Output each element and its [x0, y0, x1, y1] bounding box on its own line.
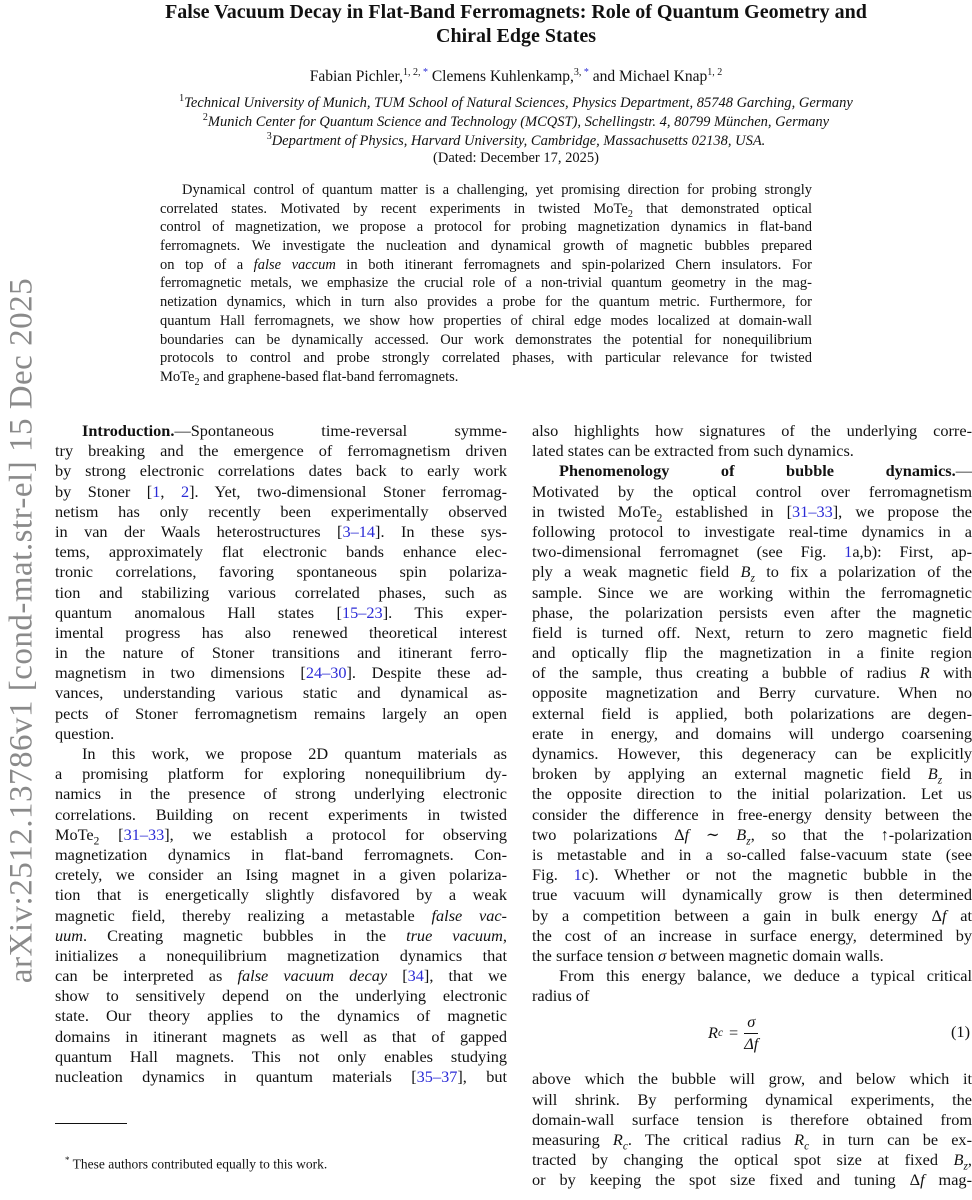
text-line: Phenomenology of bubble dynamics.—: [559, 461, 972, 481]
text-line: quantum Hall magnets. This not only enables studying: [55, 1046, 507, 1066]
text-line: correlations. Building on recent experiments in twisted: [55, 804, 507, 824]
affiliation-text: Department of Physics, Harvard University, Cambridge, Massachusetts 02138, USA.: [271, 132, 766, 149]
text-line: true vacuum will dynamically grow is then determined: [532, 885, 972, 905]
text-line: measuring $R_c$. The critical radius $R_c$ in turn can be ex-: [532, 1130, 972, 1151]
text-line: initializes a nonequilibrium magnetization dynamics that: [55, 945, 507, 965]
affiliation-text: Munich Center for Quantum Science and Technology (MCQST), Schellingstr. 4, 80799 München, Germany: [207, 113, 830, 130]
text-line: show to sensitively depend on the underlying electronic: [55, 986, 507, 1006]
text-line: or by keeping the spot size fixed and tuning Δf mag-: [532, 1170, 972, 1190]
affiliation-3: [60, 131, 972, 150]
text-line: boundaries can be dynamically accessed. Our work demonstrates the potential for nonequilibrium: [160, 331, 812, 348]
text-line: correlated states. Motivated by recent experiments in twisted MoTe$_2$ that demonstrated optical: [160, 200, 812, 219]
affiliation-1: [60, 93, 972, 112]
footnote-rule: [55, 1123, 127, 1124]
figure-link[interactable]: 1: [844, 542, 853, 562]
text-line: Motivated by the optical control over ferromagnetism: [532, 481, 972, 501]
citation-link[interactable]: 2: [180, 481, 190, 501]
author-affiliation: 3,: [573, 67, 584, 78]
footnote: [65, 1155, 327, 1173]
text-line: MoTe$_2$ and graphene-based flat-band ferromagnets.: [160, 368, 459, 387]
text-line: in van der Waals heterostructures [3–14]. In these sys-: [55, 521, 507, 541]
text-line: Introduction.—Spontaneous time-reversal symme-: [82, 421, 507, 440]
affiliation-number: 1: [179, 93, 185, 104]
text-line: In this work, we propose 2D quantum materials as: [82, 744, 507, 763]
paragraph: [55, 744, 507, 1087]
text-line: two-dimensional ferromagnet (see Fig. 1a,b): First, ap-: [532, 542, 972, 562]
equation-1: [532, 1006, 972, 1069]
left-column: [55, 421, 507, 1087]
citation-link[interactable]: 31–33: [123, 824, 165, 844]
affiliation-number: 2: [202, 112, 208, 123]
text-line: above which the bubble will grow, and below which it: [532, 1069, 972, 1089]
arxiv-stamp: arXiv:2512.13786v1 [cond-mat.str-el] 15 Dec 2025: [3, 277, 40, 984]
text-line: consider the difference in free-energy density between the: [532, 804, 972, 824]
text-line: cretely, we consider an Ising magnet in a given polariza-: [55, 865, 507, 885]
author-affiliation: 1, 2: [707, 67, 723, 78]
text-line: in the nature of Stoner transitions and itinerant ferro-: [55, 643, 507, 663]
text-line: magnetism in two dimensions [24–30]. Despite these ad-: [55, 663, 507, 683]
footnote-link[interactable]: *: [583, 67, 589, 78]
text-line: tronic correlations, favoring spontaneous spin polariza-: [55, 562, 507, 582]
citation-link[interactable]: 24–30: [305, 663, 347, 683]
title-line-1: False Vacuum Decay in Flat-Band Ferromagnets: Role of Quantum Geometry and: [165, 1, 867, 23]
citation-link[interactable]: 31–33: [792, 501, 833, 521]
text-line: a promising platform for exploring nonequilibrium dy-: [55, 764, 507, 784]
text-line: tion that is energetically slightly disfavored by a weak: [55, 885, 507, 905]
text-line: ferromagnetic metals, we emphasize the crucial role of a non-trivial quantum geometry in the mag-: [160, 275, 812, 292]
text-line: sample. Since we are working within the ferromagnetic: [532, 582, 972, 602]
abstract: [160, 181, 812, 387]
text-line: by a competition between a gain in bulk energy Δf at: [532, 905, 972, 925]
text-line: radius of: [532, 986, 590, 1006]
text-line: try breaking and the emergence of ferromagnetism driven: [55, 441, 507, 461]
text-line: question.: [55, 723, 115, 743]
affiliation-2: [60, 112, 972, 131]
affiliation-number: 3: [266, 131, 272, 142]
text-line: by Stoner [1, 2]. Yet, two-dimensional Stoner ferromag-: [55, 481, 507, 501]
text-line: in twisted MoTe$_2$ established in [31–33], we propose the: [532, 501, 972, 522]
author-affiliation: 1, 2,: [402, 67, 423, 78]
text-line: also highlights how signatures of the underlying corre-: [532, 421, 972, 440]
equals-sign: =: [729, 1023, 739, 1043]
text-line: From this energy balance, we deduce a typical critical: [559, 966, 972, 986]
text-line: vances, understanding various static and dynamical as-: [55, 683, 507, 703]
text-line: pects of Stoner ferromagnetism remains largely an open: [55, 703, 507, 723]
text-line: namics in the presence of strong underlying electronic: [55, 784, 507, 804]
text-line: magnetization dynamics in flat-band ferromagnets. Con-: [55, 844, 507, 864]
text-line: netization dynamics, which in turn also provides a probe for the quantum metric. Furthermore, for: [160, 294, 812, 311]
text-line: ferromagnets. We investigate the nucleation and dynamical growth of magnetic bubbles prepared: [160, 238, 812, 255]
equation-body: R c = $\frac{\sigma}{\Delta f}$: [708, 1012, 759, 1053]
text-line: following protocol to investigate real-time dynamics in a: [532, 521, 972, 541]
text-line: protocols to control and probe strongly correlated phases, with particular relevance for twisted: [160, 350, 812, 367]
text-line: by strong electronic correlations dates back to early work: [55, 461, 507, 481]
text-line: the opposite direction to the initial polarization. Let us: [532, 784, 972, 804]
equation-number: (1): [951, 1022, 970, 1042]
paragraph: [532, 421, 972, 461]
paper-title: [60, 0, 972, 48]
text-line: dynamics. However, this degeneracy can be explicitly: [532, 744, 972, 763]
text-line: can be interpreted as false vacuum decay [34], that we: [55, 966, 507, 986]
text-line: imental progress has also renewed theoretical interest: [55, 622, 507, 642]
figure-link[interactable]: 1: [573, 865, 582, 885]
citation-link[interactable]: 1: [152, 481, 161, 501]
text-line: external field is applied, both polarizations are degen-: [532, 703, 972, 723]
date-line: (Dated: December 17, 2025): [433, 150, 599, 166]
footnote-mark: *: [65, 1155, 70, 1165]
text-line: ply a weak magnetic field $B_z$ to fix a polarization of the: [532, 562, 972, 583]
paragraph: [532, 966, 972, 1006]
text-line: netism has only recently been experimentally observed: [55, 501, 507, 521]
text-line: Fig. 1c). Whether or not the magnetic bubble in the: [532, 865, 972, 885]
text-line: field is turned off. Next, return to zero magnetic field: [532, 622, 972, 642]
citation-link[interactable]: 35–37: [416, 1067, 458, 1086]
author-name: Clemens Kuhlenkamp,: [431, 68, 574, 86]
text-line: is metastable and in a so-called false-vacuum state (see: [532, 844, 972, 864]
text-line: quantum Hall ferromagnets, we show how properties of chiral edge modes localized at domain-wall: [160, 312, 812, 329]
paragraph: [532, 1069, 972, 1190]
text-line: MoTe$_2$ [31–33], we establish a protocol for observing: [55, 824, 507, 845]
text-line: tion and stabilizing various correlated phases, such as: [55, 582, 507, 602]
numerator: σ: [744, 1012, 758, 1033]
text-line: quantum anomalous Hall states [15–23]. This exper-: [55, 602, 507, 622]
title-line-2: Chiral Edge States: [436, 25, 596, 47]
text-line: magnetic field, thereby realizing a metastable false vac-: [55, 905, 507, 925]
text-line: tems, approximately flat electronic bands enhance elec-: [55, 542, 507, 562]
text-line: Dynamical control of quantum matter is a challenging, yet promising direction for probing strongly: [182, 182, 812, 198]
text-line: two polarizations Δf ∼ $B_z$, so that the ↑-polarization: [532, 824, 972, 845]
text-line: tracted by changing the optical spot size at fixed $B_z$,: [532, 1150, 972, 1171]
footnote-link[interactable]: *: [422, 67, 428, 78]
text-line: phase, the polarization persists even after the magnetic: [532, 602, 972, 622]
paragraph: [532, 461, 972, 966]
text-line: of the sample, thus creating a bubble of radius R with: [532, 663, 972, 683]
text-line: and optically flip the magnetization in a finite region: [532, 643, 972, 663]
text-line: domains in itinerant magnets as well as that of gapped: [55, 1026, 507, 1046]
text-line: the surface tension σ between magnetic domain walls.: [532, 945, 884, 965]
text-line: opposite magnetization and Berry curvature. When no: [532, 683, 972, 703]
text-line: on top of a false vaccum in both itinerant ferromagnets and spin-polarized Chern insulators. For: [160, 256, 812, 273]
text-line: control of magnetization, we propose a protocol for probing magnetization dynamics in flat-band: [160, 219, 812, 236]
citation-link[interactable]: 34: [407, 966, 424, 986]
denominator: Δf: [744, 1033, 759, 1053]
text-line: domain-wall surface tension is therefore obtained from: [532, 1109, 972, 1129]
text-line: broken by applying an external magnetic field $B_z$ in: [532, 764, 972, 785]
paragraph: [55, 421, 507, 744]
equation-lhs: R: [708, 1023, 718, 1043]
text-line: will shrink. By performing dynamical experiments, the: [532, 1089, 972, 1109]
fraction: [744, 1012, 758, 1053]
citation-link[interactable]: 15–23: [341, 602, 383, 622]
author-name: and Michael Knap: [592, 68, 708, 86]
text-line: erate in energy, and domains will undergo coarsening: [532, 723, 972, 743]
text-line: uum. Creating magnetic bubbles in the true vacuum,: [55, 925, 507, 945]
text-line: lated states can be extracted from such dynamics.: [532, 441, 854, 461]
author-name: Fabian Pichler,: [309, 68, 403, 86]
citation-link[interactable]: 3–14: [342, 521, 376, 541]
right-column: [532, 421, 972, 1191]
text-line: nucleation dynamics in quantum materials [35–37], but: [55, 1067, 507, 1086]
footnote-text: These authors contributed equally to this work.: [69, 1156, 328, 1172]
text-line: state. Our theory applies to the dynamics of magnetic: [55, 1006, 507, 1026]
author-list: [60, 67, 972, 86]
affiliation-text: Technical University of Munich, TUM School of Natural Sciences, Physics Department, 85748 Garching, Germany: [184, 94, 853, 111]
text-line: the cost of an increase in surface energy, determined by: [532, 925, 972, 945]
